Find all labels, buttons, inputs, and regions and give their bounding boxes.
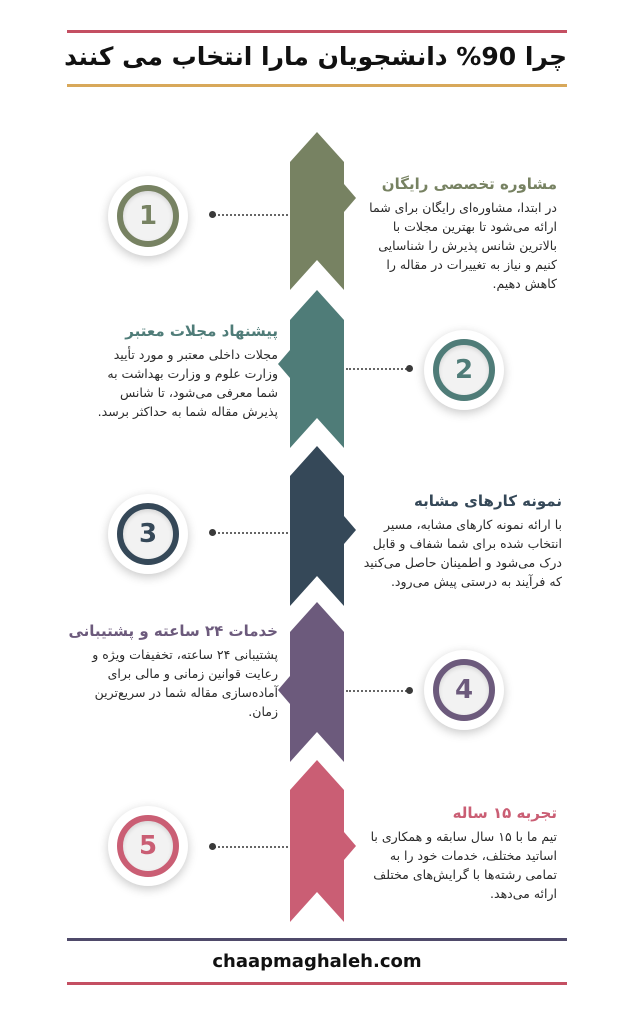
step-5-dot	[209, 843, 216, 850]
spine-segment-4	[290, 602, 344, 762]
step-4-text: پشتیبانی ۲۴ ساعته، تخفیفات ویژه و رعایت قوانین زمانی و مالی برای آماده‌سازی مقاله شما در سریع‌ترین زمان.	[92, 647, 278, 719]
spine-segment-3	[290, 446, 344, 606]
step-3-text: با ارائه نمونه کارهای مشابه، مسیر انتخاب شده برای شما شفاف و قابل درک می‌شود و اطمینان حاصل می‌کنید که فرآیند به درستی پیش می‌رود.	[363, 517, 562, 589]
step-5-connector	[214, 846, 288, 848]
step-3-connector	[214, 532, 288, 534]
step-5-title: تجربه ۱۵ ساله	[452, 804, 557, 822]
spine-notch-1	[344, 184, 356, 212]
spine-notch-2	[278, 350, 290, 378]
step-1-connector	[214, 214, 288, 216]
step-1-ring	[117, 185, 179, 247]
spine-segment-2	[290, 290, 344, 448]
spine-segment-5	[290, 760, 344, 922]
step-5-ring	[117, 815, 179, 877]
step-2-text: مجلات داخلی معتبر و مورد تأیید وزارت علوم و وزارت بهداشت به شما معرفی می‌شود، تا شانس پذیرش مقاله شما به حداکثر برسد.	[97, 347, 278, 419]
step-2-ring	[433, 339, 495, 401]
page-title: چرا 90% دانشجویان مارا انتخاب می کنند	[64, 42, 567, 71]
step-4-number: 4	[454, 675, 474, 705]
footer-website[interactable]: chaapmaghaleh.com	[212, 951, 422, 972]
step-3-badge	[108, 494, 188, 574]
step-5-badge	[108, 806, 188, 886]
step-4-badge	[424, 650, 504, 730]
step-3-ring	[117, 503, 179, 565]
step-1-dot	[209, 211, 216, 218]
step-4-block	[40, 622, 278, 721]
footer-top-rule	[67, 938, 567, 941]
step-2-number: 2	[454, 355, 474, 385]
step-4-dot	[406, 687, 413, 694]
step-2-badge	[424, 330, 504, 410]
step-3-block	[362, 492, 562, 591]
step-2-dot	[406, 365, 413, 372]
spine-notch-4	[278, 676, 290, 704]
step-5-text: تیم ما با ۱۵ سال سابقه و همکاری با اساتید مختلف، خدمات خود را به تمامی رشته‌ها با گرایش‌های مختلف ارائه می‌دهد.	[370, 829, 557, 901]
spine-notch-5	[344, 832, 356, 860]
step-4-ring	[433, 659, 495, 721]
step-3-dot	[209, 529, 216, 536]
spine-notch-3	[344, 516, 356, 544]
step-1-badge	[108, 176, 188, 256]
spine-segment-1	[290, 132, 344, 290]
step-1-text: در ابتدا، مشاوره‌ای رایگان برای شما ارائه می‌شود تا بهترین مجلات با بالاترین شانس پذیرش را شناسایی کنیم و نیاز به تغییرات در مقاله را کاهش دهیم.	[369, 200, 557, 291]
footer-bottom-rule	[67, 982, 567, 985]
step-2-connector	[346, 368, 410, 370]
step-3-title: نمونه کارهای مشابه	[414, 492, 562, 510]
step-1-number: 1	[138, 201, 158, 231]
step-1-block	[362, 175, 557, 293]
step-4-title: خدمات ۲۴ ساعته و پشتیبانی	[68, 622, 278, 640]
step-2-block	[86, 322, 278, 421]
step-2-title: پیشنهاد مجلات معتبر	[125, 322, 278, 340]
step-5-block	[362, 804, 557, 903]
step-4-connector	[346, 690, 410, 692]
step-3-number: 3	[138, 519, 158, 549]
step-1-title: مشاوره تخصصی رایگان	[381, 175, 557, 193]
step-5-number: 5	[138, 831, 158, 861]
